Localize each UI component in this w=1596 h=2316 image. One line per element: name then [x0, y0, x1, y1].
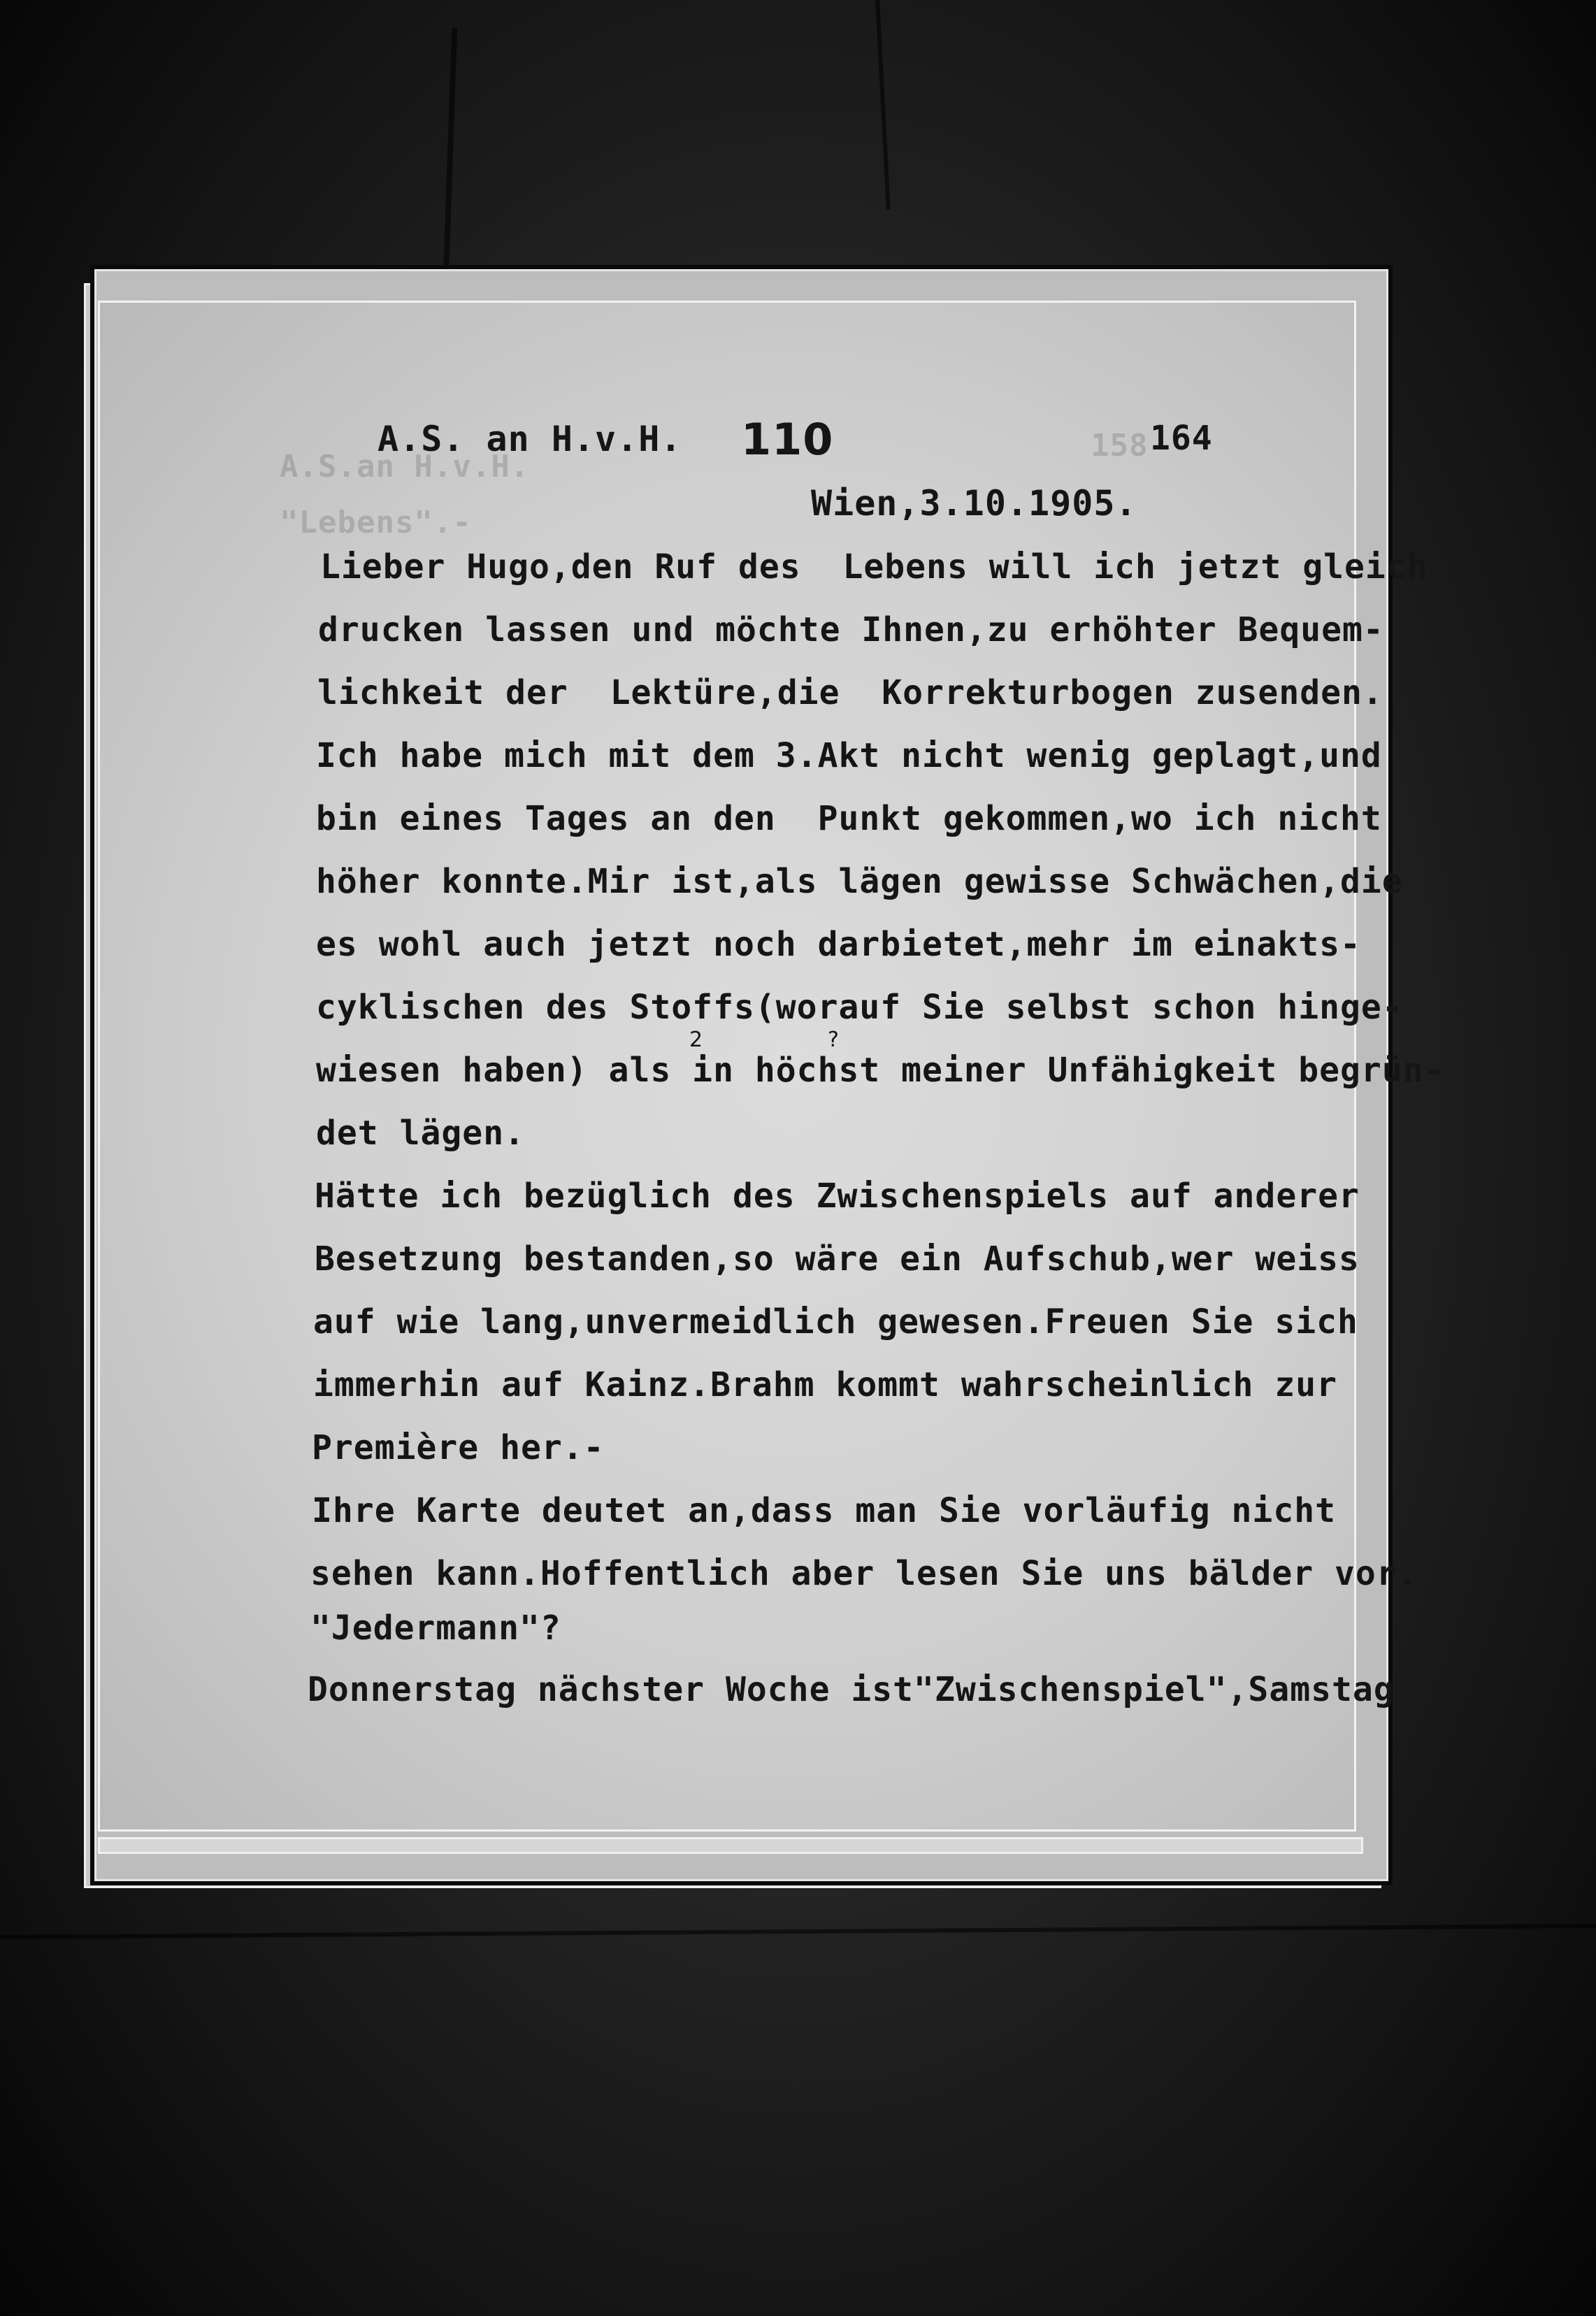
place-date: Wien,3.10.1905. — [811, 483, 1137, 524]
letter-line: es wohl auch jetzt noch darbietet,mehr im einakts- — [316, 925, 1361, 964]
letter-line: cyklischen des Stoffs(worauf Sie selbst schon hinge- — [316, 988, 1403, 1027]
insertion-mark: ? — [828, 1028, 840, 1052]
letter-line: Ich habe mich mit dem 3.Akt nicht wenig geplagt,und — [316, 736, 1382, 775]
letter-line: Besetzung bestanden,so wäre ein Aufschub,wer weiss — [315, 1239, 1360, 1279]
letter-line: Première her.- — [312, 1428, 605, 1467]
letter-line: "Jedermann"? — [310, 1609, 561, 1648]
letter-line: det lägen. — [316, 1114, 525, 1153]
sender-recipient: A.S. an H.v.H. — [378, 419, 682, 459]
ghost-text: A.S.an H.v.H. — [280, 449, 530, 484]
letter-line: drucken lassen und möchte Ihnen,zu erhöhter Bequem- — [318, 610, 1384, 649]
letter-line: bin eines Tages an den Punkt gekommen,wo ich nicht — [316, 799, 1382, 838]
page-number: 164 — [1150, 419, 1213, 458]
letter-line: Lieber Hugo,den Ruf des Lebens will ich jetzt gleich — [320, 547, 1428, 587]
letter-line: Donnerstag nächster Woche ist"Zwischenspiel",Samstag — [308, 1670, 1395, 1709]
archive-mark: 110 — [741, 414, 834, 465]
letter-line: sehen kann.Hoffentlich aber lesen Sie uns bälder vor. — [310, 1554, 1418, 1593]
letter-line: höher konnte.Mir ist,als lägen gewisse Schwächen,die — [316, 862, 1403, 901]
letter-line: Hätte ich bezüglich des Zwischenspiels auf anderer — [315, 1177, 1360, 1216]
letter-line: lichkeit der Lektüre,die Korrekturbogen zusenden. — [317, 673, 1383, 712]
letter-line: wiesen haben) als in höchst meiner Unfähigkeit begrün- — [316, 1051, 1445, 1090]
letter-line: immerhin auf Kainz.Brahm kommt wahrscheinlich zur — [313, 1365, 1338, 1404]
letter-line: auf wie lang,unvermeidlich gewesen.Freuen Sie sich — [313, 1302, 1358, 1342]
insertion-mark: 2 — [689, 1028, 704, 1052]
ghost-text: "Lebens".- — [280, 505, 472, 540]
letter-line: Ihre Karte deutet an,dass man Sie vorläufig nicht — [312, 1491, 1337, 1530]
ghost-number: 158 — [1091, 428, 1149, 463]
